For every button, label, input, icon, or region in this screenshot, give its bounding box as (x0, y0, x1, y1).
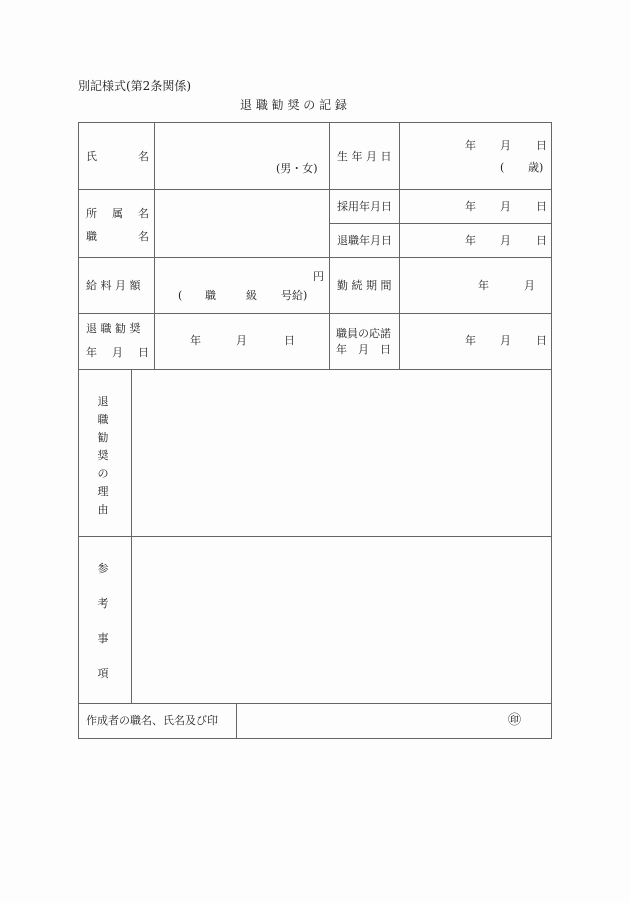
hire-year-unit: 年 (465, 200, 476, 213)
gokyu-unit: 号給) (281, 289, 308, 302)
shoku-unit: 職 (205, 289, 216, 302)
affiliation-label-3: 名 (138, 207, 149, 220)
service-year-unit: 年 (478, 279, 489, 292)
seal-icon: ㊞ (508, 713, 522, 728)
hire-date-label: 採用年月日 (337, 200, 392, 213)
consent-month-unit: 月 (500, 334, 511, 347)
kyu-unit: 級 (246, 289, 257, 302)
reason-field[interactable] (132, 370, 551, 536)
name-label-b: 名 (138, 150, 149, 163)
recommend-year-unit: 年 (190, 334, 201, 347)
job-title-label-1: 職 (86, 230, 97, 243)
sex-hint: (男・女) (276, 162, 318, 175)
affiliation-label-1: 所 (86, 207, 97, 220)
page-title: 退 職 勧 奨 の 記 録 (240, 98, 347, 112)
hire-day-unit: 日 (536, 200, 547, 213)
recommend-month-unit: 月 (236, 334, 247, 347)
birth-label: 生 年 月 日 (337, 150, 392, 163)
name-field[interactable] (155, 123, 329, 189)
recommend-date-label-day: 日 (138, 346, 149, 359)
grade-open: ( (178, 289, 183, 302)
author-label: 作成者の職名、氏名及び印 (86, 714, 218, 727)
birth-date-field[interactable] (400, 123, 551, 189)
recommend-date-label-month: 月 (112, 346, 123, 359)
name-label-a: 氏 (86, 150, 97, 163)
consent-day-unit: 日 (536, 334, 547, 347)
birth-day-unit: 日 (536, 139, 547, 152)
retire-date-label: 退職年月日 (337, 234, 392, 247)
service-month-unit: 月 (524, 279, 535, 292)
yen-unit: 円 (313, 270, 324, 283)
affiliation-field[interactable] (155, 190, 329, 257)
birth-month-unit: 月 (500, 139, 511, 152)
form-label: 別記様式(第2条関係) (78, 79, 191, 93)
salary-label: 給 料 月 額 (86, 279, 141, 292)
consent-date-label-2: 年 月 日 (336, 343, 391, 356)
hire-month-unit: 月 (500, 200, 511, 213)
retire-year-unit: 年 (465, 234, 476, 247)
birth-year-unit: 年 (465, 139, 476, 152)
author-field[interactable] (237, 704, 551, 738)
retire-day-unit: 日 (536, 234, 547, 247)
consent-year-unit: 年 (465, 334, 476, 347)
age-unit: 歳) (528, 161, 544, 174)
recommend-date-label-year: 年 (86, 346, 97, 359)
job-title-label-2: 名 (138, 230, 149, 243)
consent-date-label-1: 職員の応諾 (336, 327, 391, 340)
affiliation-label-2: 属 (112, 207, 123, 220)
service-period-label: 勤 続 期 間 (337, 279, 392, 292)
recommend-date-label-1: 退 職 勧 奨 (86, 322, 141, 335)
reason-label: 退 職 勧 奨 の 理 由 (97, 395, 109, 516)
recommend-day-unit: 日 (284, 334, 295, 347)
notes-label: 参 考 事 項 (97, 562, 109, 680)
notes-field[interactable] (132, 537, 551, 703)
salary-field[interactable] (155, 258, 329, 313)
age-open: ( (500, 161, 505, 174)
retire-month-unit: 月 (500, 234, 511, 247)
